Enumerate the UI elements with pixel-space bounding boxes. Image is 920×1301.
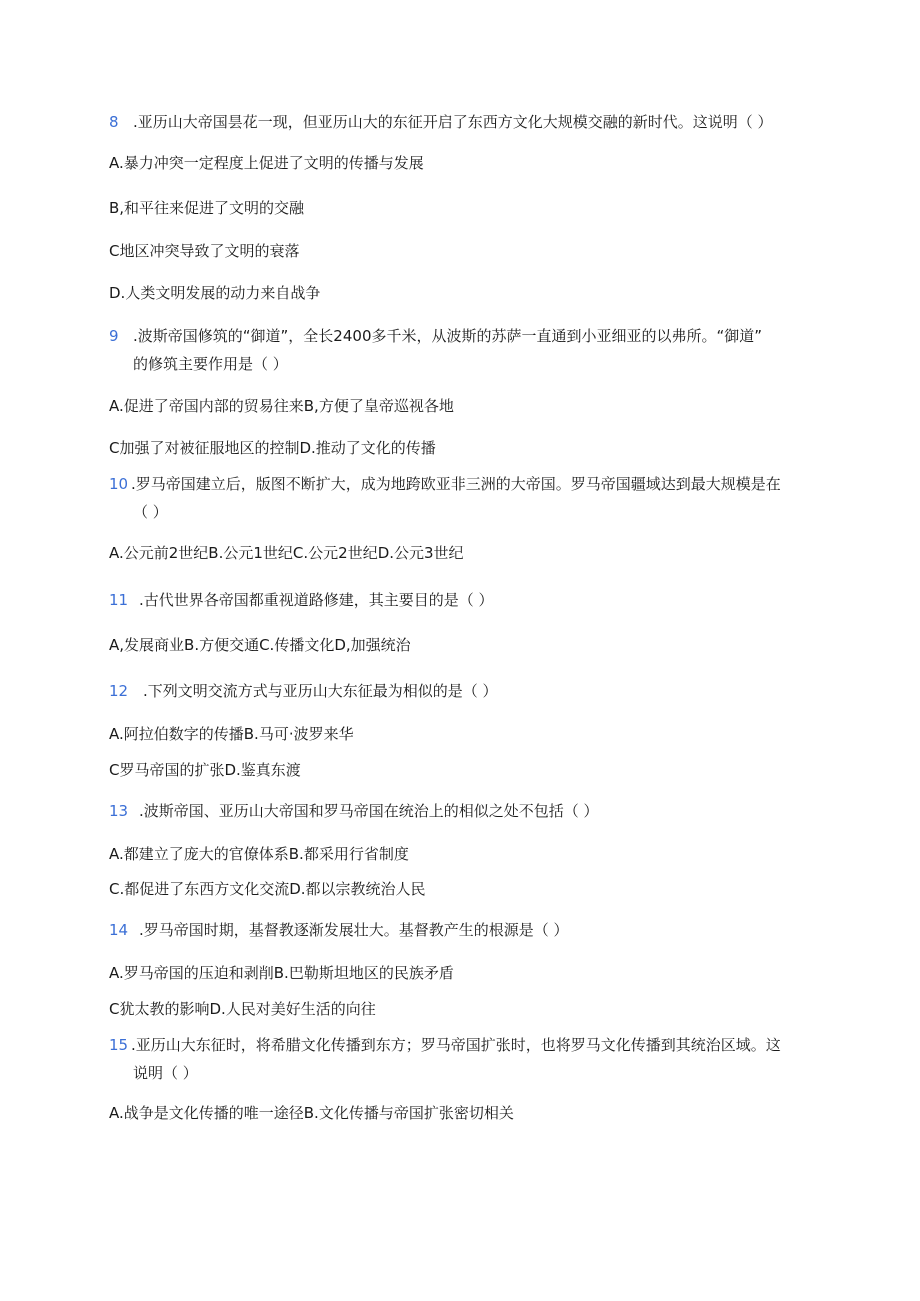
option: C地区冲突导致了文明的衰落	[109, 242, 300, 260]
question-number: 8	[109, 113, 119, 131]
question-stem: .波斯帝国修筑的“御道”，全长2400多千米，从波斯的苏萨一直通到小亚细亚的以弗所。“御道”	[133, 327, 763, 345]
question-stem-continued: 的修筑主要作用是（ ）	[133, 355, 288, 373]
question-number: 15	[109, 1036, 129, 1054]
question-14	[109, 920, 569, 940]
question-11	[109, 590, 494, 610]
question-number: 12	[109, 682, 129, 700]
option: C罗马帝国的扩张D.鉴真东渡	[109, 761, 301, 779]
option: B,和平往来促进了文明的交融	[109, 199, 305, 217]
question-10	[109, 474, 781, 494]
question-stem: .亚历山大东征时，将希腊文化传播到东方；罗马帝国扩张时，也将罗马文化传播到其统治区域。这	[131, 1036, 781, 1054]
question-number: 11	[109, 591, 129, 609]
question-stem: .亚历山大帝国昙花一现，但亚历山大的东征开启了东西方文化大规模交融的新时代。这说明（ ）	[133, 113, 773, 131]
question-8	[109, 112, 773, 132]
question-stem: .古代世界各帝国都重视道路修建，其主要目的是（ ）	[139, 591, 494, 609]
option: A.罗马帝国的压迫和剥削B.巴勒斯坦地区的民族矛盾	[109, 964, 454, 982]
option: D.人类文明发展的动力来自战争	[109, 284, 321, 302]
option: A.公元前2世纪B.公元1世纪C.公元2世纪D.公元3世纪	[109, 544, 464, 562]
option: A.都建立了庞大的官僚体系B.都采用行省制度	[109, 845, 409, 863]
question-number: 14	[109, 921, 129, 939]
option: C.都促进了东西方文化交流D.都以宗教统治人民	[109, 880, 426, 898]
question-stem-continued: 说明（ ）	[133, 1064, 198, 1082]
question-15	[109, 1035, 781, 1055]
option: C犹太教的影响D.人民对美好生活的向往	[109, 1000, 376, 1018]
option: A.暴力冲突一定程度上促进了文明的传播与发展	[109, 154, 424, 172]
question-number: 10	[109, 475, 129, 493]
option: A,发展商业B.方便交通C.传播文化D,加强统治	[109, 636, 411, 654]
question-stem: .罗马帝国建立后，版图不断扩大，成为地跨欧亚非三洲的大帝国。罗马帝国疆域达到最大规模是在	[131, 475, 781, 493]
option: A.战争是文化传播的唯一途径B.文化传播与帝国扩张密切相关	[109, 1104, 514, 1122]
question-number: 9	[109, 327, 119, 345]
question-stem: .下列文明交流方式与亚历山大东征最为相似的是（ ）	[143, 682, 498, 700]
question-13	[109, 801, 599, 821]
option: A.阿拉伯数字的传播B.马可·波罗来华	[109, 725, 354, 743]
question-stem-continued: （ ）	[133, 503, 168, 521]
question-number: 13	[109, 802, 129, 820]
question-12	[109, 681, 498, 701]
question-stem: .波斯帝国、亚历山大帝国和罗马帝国在统治上的相似之处不包括（ ）	[139, 802, 599, 820]
option: A.促进了帝国内部的贸易往来B,方便了皇帝巡视各地	[109, 397, 454, 415]
question-9	[109, 326, 762, 346]
question-stem: .罗马帝国时期，基督教逐渐发展壮大。基督教产生的根源是（ ）	[139, 921, 569, 939]
option: C加强了对被征服地区的控制D.推动了文化的传播	[109, 439, 436, 457]
